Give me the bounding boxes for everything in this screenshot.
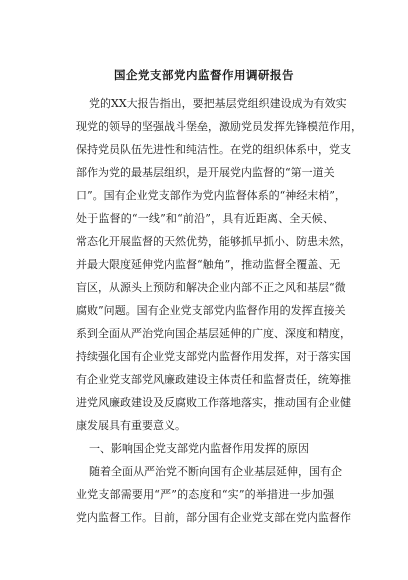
- body-line: 系到全面从严治党向国企基层延伸的广度、深度和精度，: [76, 327, 351, 340]
- body-line: 腐败”问题。国有企业党支部党内监督作用的发挥直接关: [76, 304, 346, 317]
- body-line: 党的XX大报告指出，要把基层党组织建设成为有效实: [89, 97, 347, 110]
- body-line: 持续强化国有企业党支部党内监督作用发挥，对于落实国: [76, 350, 351, 363]
- body-line: 处于监督的“一线”和“前沿”，具有近距离、全天候、: [76, 212, 334, 225]
- body-line: 进党风廉政建设及反腐败工作落地落实，推动国有企业健: [76, 396, 351, 409]
- body-line: 有企业党支部党风廉政建设主体责任和监督责任，统筹推: [76, 373, 351, 386]
- body-line: 口”。国有企业党支部作为党内监督体系的“神经末梢”，: [76, 189, 346, 202]
- body-line: 康发展具有重要意义。: [76, 419, 186, 432]
- document-title: 国企党支部党内监督作用调研报告: [114, 68, 294, 82]
- section-heading: 一、影响国企党支部党内监督作用发挥的原因: [89, 442, 309, 455]
- body-line: 保持党员队伍先进性和纯洁性。在党的组织体系中，党支: [76, 143, 351, 156]
- body-line: 并最大限度延伸党内监督“触角”，推动监督全覆盖、无: [76, 258, 341, 271]
- body-line: 业党支部需要用“严”的态度和“实”的举措进一步加强: [76, 488, 334, 501]
- body-line: 党内监督工作。目前，部分国有企业党支部在党内监督作: [76, 511, 351, 524]
- body-line: 现党的领导的坚强战斗堡垒，激励党员发挥先锋模范作用，: [76, 120, 362, 133]
- body-line: 盲区，从源头上预防和解决企业内部不正之风和基层“微: [76, 281, 346, 294]
- body-line: 常态化开展监督的天然优势，能够抓早抓小、防患未然，: [76, 235, 351, 248]
- body-line: 随着全面从严治党不断向国有企业基层延伸，国有企: [89, 465, 342, 478]
- body-line: 部作为党的最基层组织，是开展党内监督的“第一道关: [76, 166, 335, 179]
